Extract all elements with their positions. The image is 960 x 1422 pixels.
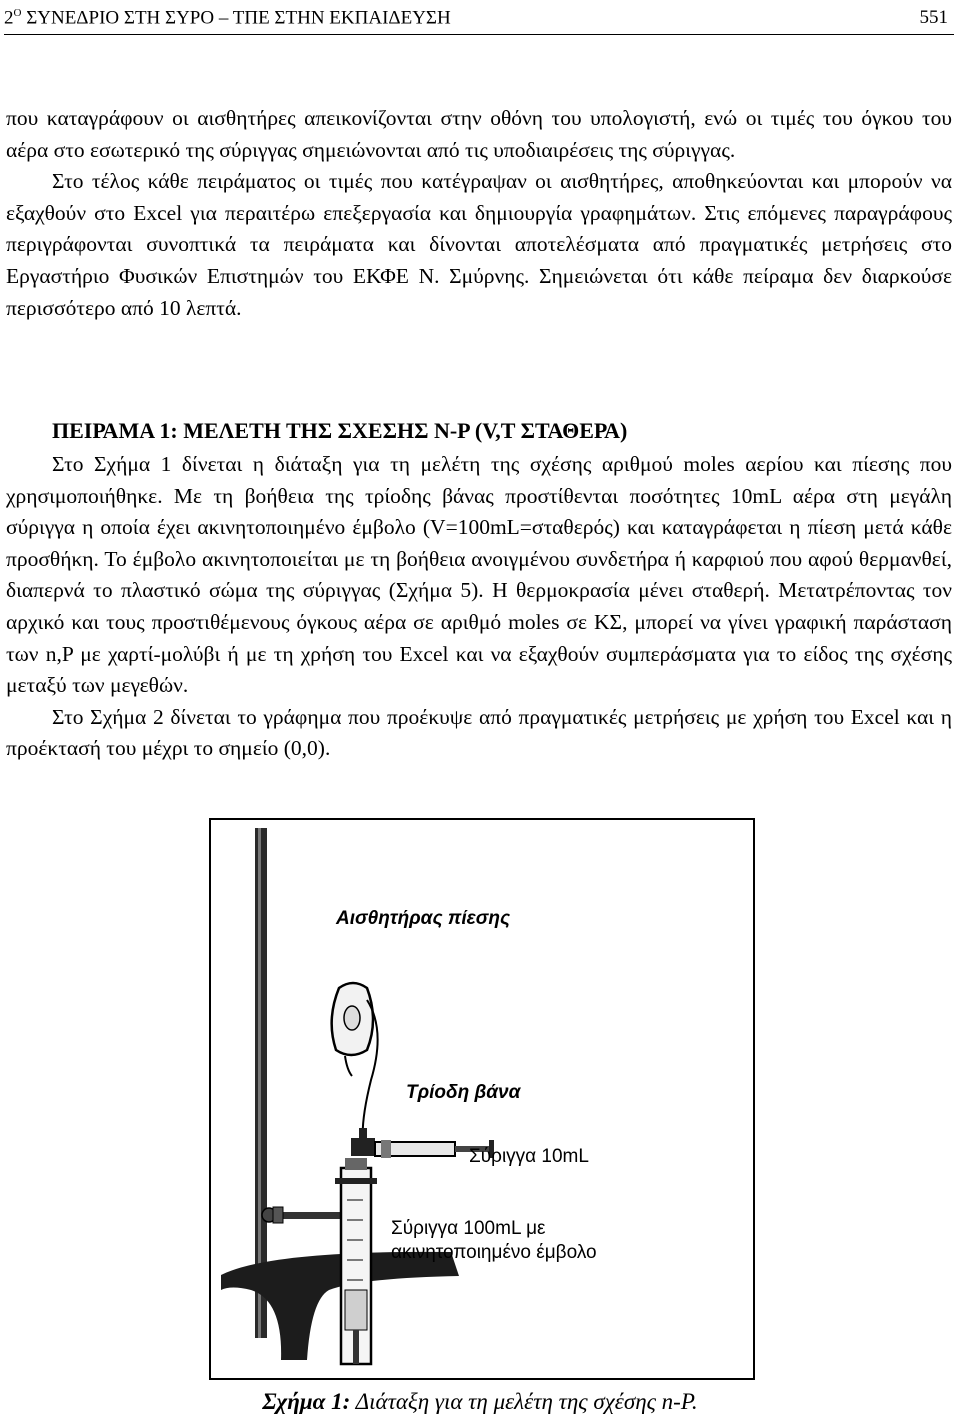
label-small-syringe: Σύριγγα 10mL [469,1146,589,1167]
caption-text: Διάταξη για τη μελέτη της σχέσης n-P. [350,1389,698,1414]
experiment-paragraph-2: Στο Σχήμα 2 δίνεται το γράφημα που προέκυψε από πραγματικές μετρήσεις με χρήση του Excel και η προέκτασή του μέχρι το σημείο (0,0). [6,704,952,761]
caption-label: Σχήμα 1: [262,1389,351,1414]
three-way-valve-icon [351,1128,375,1156]
large-syringe-icon [335,1158,377,1364]
intro-paragraph-1: που καταγράφουν οι αισθητήρες απεικονίζονται στην οθόνη του υπολογιστή, ενώ οι τιμές του όγκου του αέρα στο εσωτερικό της σύριγγας σημειώνονται από τις υποδιαιρέσεις της σύριγγας. [6,106,952,162]
ordinal-superscript: Ο [13,7,22,19]
label-large-syringe-line1: Σύριγγα 100mL με [391,1218,546,1239]
label-large-syringe-line2: ακινητοποιημένο έμβολο [391,1242,597,1263]
conference-title [4,7,451,29]
conference-number: 2 [4,7,14,29]
experiment-paragraph-1: Στο Σχήμα 1 δίνεται η διάταξη για τη μελέτη της σχέσης αριθμού moles αερίου και πίεσης που χρησιμοποιήθηκε. Με τη βοήθεια της τρίοδης βάνας προστίθενται ποσότητες 10mL αέρα στη μεγάλη σύριγγα η οποία έχει ακινητοποιημένο έμβολο (V=100mL=σταθερός) και καταγράφεται η πίεση μετά κάθε προσθήκη. Το έμβολο ακινητοποιείται με τη βοήθεια ανοιγμένου συνδετήρα ή καρφιού που αφού θερμανθεί, διαπερνά το πλαστικό σώμα της σύριγγας (Σχήμα 5). Η θερμοκρασία μένει σταθερή. Μετατρέποντας τον αρχικό και τους προστιθέμενους όγκους αέρα σε αριθμό moles σε ΚΣ, μπορεί να γίνει γραφική παράσταση των n,P με χαρτί-μολύβι ή με τη χρήση του Excel και να εξαχθούν συμπεράσματα για το είδος της σχέσης μεταξύ των μεγεθών. [6,452,952,698]
page-header [4,4,954,35]
experiment-section [6,449,952,765]
figure-caption [0,1389,960,1415]
figure-apparatus [209,818,755,1380]
page-number: 551 [919,7,948,28]
conference-name: ΣΥΝΕΔΡΙΟ ΣΤΗ ΣΥΡΟ – ΤΠΕ ΣΤΗΝ ΕΚΠΑΙΔΕΥΣΗ [21,7,451,29]
experiment-heading: ΠΕΙΡΑΜΑ 1: ΜΕΛΕΤΗ ΤΗΣ ΣΧΕΣΗΣ Ν-Ρ (V,T ΣΤΑΘΕΡΑ) [52,418,628,443]
intro-paragraph-2: Στο τέλος κάθε πειράματος οι τιμές που κατέγραψαν οι αισθητήρες, αποθηκεύονται και μπορούν να εξαχθούν στο Excel για περαιτέρω επεξεργασία και δημιουργία γραφημάτων. Στις επόμενες παραγράφους περιγράφονται συνοπτικά τα πειράματα και δίνονται αποτελέσματα από πραγματικές μετρήσεις στο Εργαστήριο Φυσικών Επιστημών του ΕΚΦΕ Ν. Σμύρνης. Σημειώνεται ότι κάθε πείραμα δεν διαρκούσε περισσότερο από 10 λεπτά. [6,169,952,320]
label-three-way-valve: Τρίοδη βάνα [406,1082,521,1103]
intro-section [6,103,952,324]
pressure-sensor-icon [332,983,373,1076]
label-pressure-sensor: Αισθητήρας πίεσης [336,908,511,929]
